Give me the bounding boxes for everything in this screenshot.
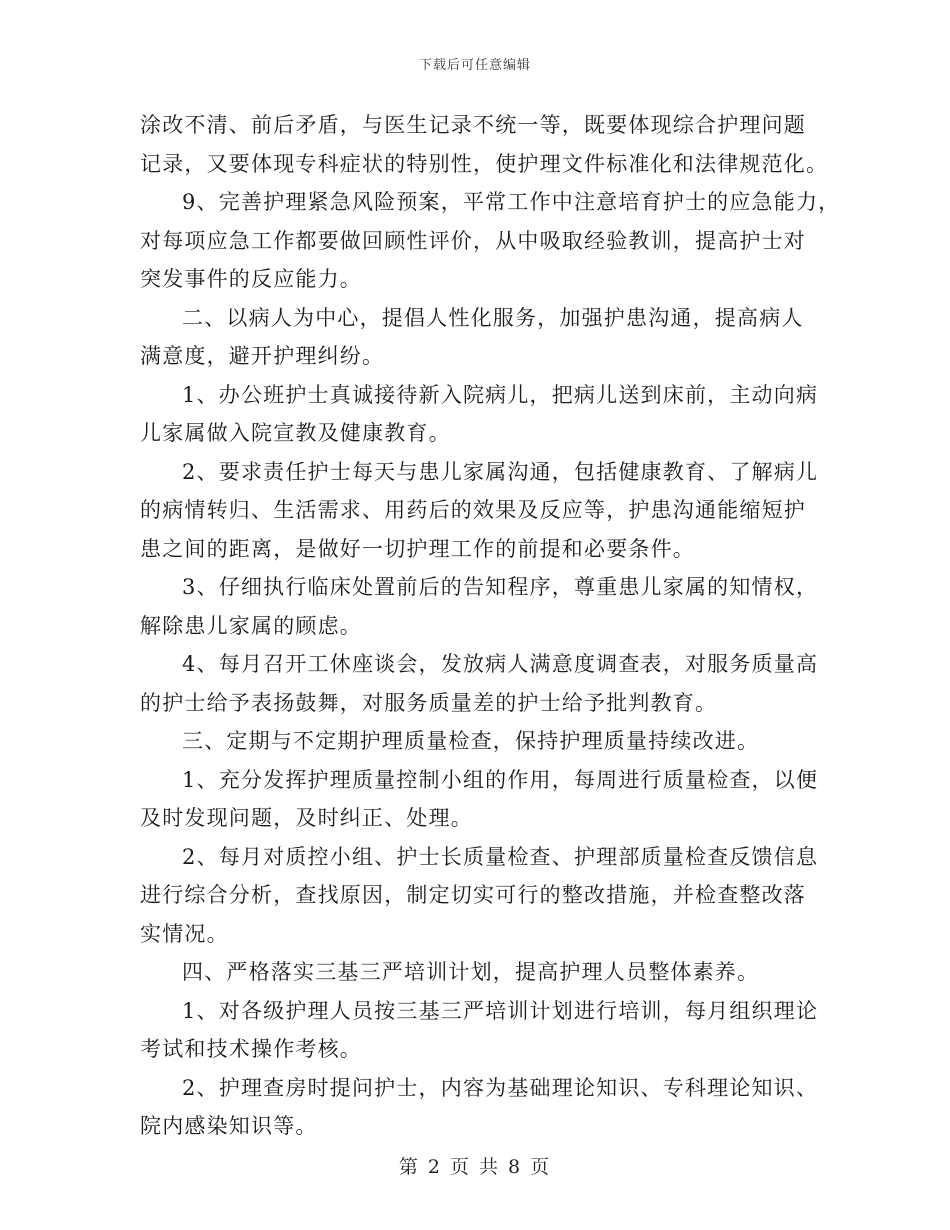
paragraph: [140, 992, 820, 1069]
paragraph-line: 进行综合分析，查找原因，制定切实可行的整改措施，并检查整改落: [140, 883, 806, 907]
paragraph-line: 3、仔细执行临床处置前后的告知程序，尊重患儿家属的知情权，: [182, 575, 819, 599]
paragraph-line: 对每项应急工作都要做回顾性评价，从中吸取经验教训，提高护士对: [140, 228, 806, 253]
paragraph-line: 院内感染知识等。: [140, 1114, 318, 1138]
paragraph-line: 2、要求责任护士每天与患儿家属沟通，包括健康教育、了解病儿: [182, 459, 819, 484]
document-body: [140, 106, 841, 1146]
paragraph-line: 4、每月召开工休座谈会，发放病人满意度调查表，对服务质量高: [182, 652, 819, 676]
paragraph-line: 记录，又要体现专科症状的特别性，使护理文件标准化和法律规范化。: [140, 151, 829, 176]
paragraph-line: 患之间的距离，是做好一切护理工作的前提和必要条件。: [140, 536, 695, 561]
paragraph-line: 及时发现问题，及时纠正、处理。: [140, 806, 473, 830]
paragraph-line: 2、每月对质控小组、护士长质量检查、护理部质量检查反馈信息: [182, 844, 819, 869]
paragraph-line: 1、充分发挥护理质量控制小组的作用，每周进行质量检查，以便: [182, 767, 819, 792]
paragraph-line: 满意度，避开护理纠纷。: [140, 344, 385, 368]
paragraph: [140, 838, 820, 954]
paragraph-line: 1、办公班护士真诚接待新入院病儿，把病儿送到床前，主动向病: [182, 382, 819, 407]
paragraph: [140, 761, 820, 838]
paragraph: [140, 299, 820, 376]
paragraph-line: 1、对各级护理人员按三基三严培训计划进行培训，每月组织理论: [182, 998, 819, 1023]
paragraph: [140, 645, 820, 722]
paragraph: [140, 376, 820, 453]
paragraph-line: 的病情转归、生活需求、用药后的效果及反应等，护患沟通能缩短护: [140, 498, 806, 522]
paragraph: [140, 722, 820, 761]
paragraph-line: 二、以病人为中心，提倡人性化服务，加强护患沟通，提高病人: [182, 305, 804, 330]
page-header: 下载后可任意编辑: [418, 58, 531, 73]
paragraph-line: 2、护理查房时提问护士，内容为基础理论知识、专科理论知识、: [182, 1075, 819, 1100]
paragraph-line: 实情况。: [140, 921, 229, 946]
paragraph: [140, 1069, 820, 1146]
paragraph-line: 的护士给予表扬鼓舞，对服务质量差的护士给予批判教育。: [140, 690, 718, 715]
paragraph-line: 儿家属做入院宣教及健康教育。: [140, 421, 451, 445]
paragraph-line: 突发事件的反应能力。: [140, 267, 362, 291]
paragraph-line: 三、定期与不定期护理质量检查，保持护理质量持续改进。: [182, 729, 760, 753]
paragraph-line: 考试和技术操作考核。: [140, 1037, 362, 1061]
paragraph-line: 涂改不清、前后矛盾，与医生记录不统一等，既要体现综合护理问题: [140, 113, 806, 137]
paragraph-line: 9、完善护理紧急风险预案，平常工作中注意培育护士的应急能力，: [182, 190, 841, 214]
paragraph-line: 四、严格落实三基三严培训计划，提高护理人员整体素养。: [182, 960, 760, 984]
paragraph: [140, 106, 829, 183]
paragraph: [140, 453, 820, 569]
paragraph-line: 解除患儿家属的顾虑。: [140, 613, 362, 638]
paragraph: [140, 953, 820, 992]
paragraph: [140, 183, 841, 299]
page-number: 第 2 页 共 8 页: [398, 1156, 552, 1178]
paragraph: [140, 568, 820, 645]
